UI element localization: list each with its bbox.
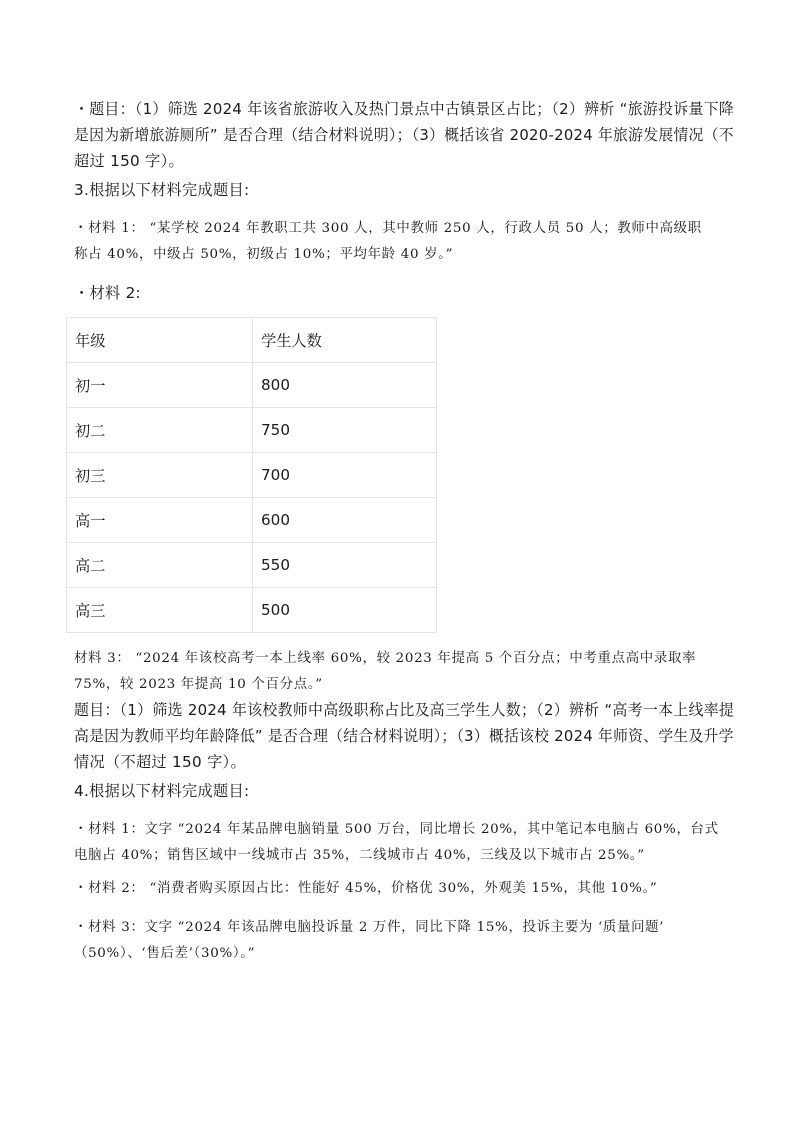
table-row — [67, 498, 437, 543]
table-row — [67, 453, 437, 498]
q3-task — [74, 697, 734, 775]
q2-task-line: 超过 150 字）。 — [74, 152, 184, 170]
table-cell-grade: 高三 — [67, 588, 253, 633]
q4-heading: 4.根据以下材料完成题目: — [74, 782, 250, 800]
q4-material-2 — [74, 876, 734, 902]
table-row — [67, 543, 437, 588]
q4-material-3-line: ・材料 3：文字 “2024 年该品牌电脑投诉量 2 万件，同比下降 15%，投诉主要为 ‘质量问题’ — [74, 920, 665, 935]
table-cell-grade: 初三 — [67, 453, 253, 498]
table-row — [67, 588, 437, 633]
table-cell-grade: 高二 — [67, 543, 253, 588]
table-cell-count: 800 — [253, 363, 437, 408]
q3-material-1-line: 称占 40%，中级占 50%，初级占 10%；平均年龄 40 岁。” — [74, 247, 454, 262]
table-cell-count: 500 — [253, 588, 437, 633]
table-cell-count: 750 — [253, 408, 437, 453]
table-header-row — [67, 318, 437, 363]
table-row — [67, 363, 437, 408]
q3-material-1 — [74, 216, 734, 268]
q4-material-1-line: 电脑占 40%；销售区域中一线城市占 35%，二线城市占 40%，三线及以下城市占 25%。” — [74, 848, 645, 863]
table-cell-count: 550 — [253, 543, 437, 588]
table-cell-grade: 初一 — [67, 363, 253, 408]
q2-task-line: 是因为新增旅游厕所” 是否合理（结合材料说明）；（3）概括该省 2020-2024 年旅游发展情况（不 — [74, 126, 734, 144]
q3-task-line: 情况（不超过 150 字）。 — [74, 753, 246, 771]
table-cell-count: 600 — [253, 498, 437, 543]
q4-material-1 — [74, 817, 734, 869]
q3-task-line: 题目：（1）筛选 2024 年该校教师中高级职称占比及高三学生人数；（2）辨析 “高考一本上线率提 — [74, 701, 735, 719]
q3-material-3-line: 75%，较 2023 年提高 10 个百分点。” — [74, 677, 323, 692]
q4-material-2-line: ・材料 2： “消费者购买原因占比：性能好 45%，价格优 30%，外观美 15%，其他 10%。” — [74, 881, 658, 896]
q3-material-3 — [74, 646, 734, 698]
q4-material-1-line: ・材料 1：文字 “2024 年某品牌电脑销量 500 万台，同比增长 20%，其中笔记本电脑占 60%，台式 — [74, 822, 719, 837]
q2-task — [74, 96, 734, 174]
q3-material-2-label: ・材料 2: — [74, 284, 141, 302]
table-cell-grade: 高一 — [67, 498, 253, 543]
student-count-table — [66, 317, 437, 633]
q4-material-3-line: （50%）、‘售后差’（30%）。” — [74, 946, 256, 961]
table-header-cell: 年级 — [67, 318, 253, 363]
table-row — [67, 408, 437, 453]
q3-heading: 3.根据以下材料完成题目: — [74, 181, 250, 199]
q4-material-3 — [74, 915, 734, 967]
q3-material-3-line: 材料 3： “2024 年该校高考一本上线率 60%，较 2023 年提高 5 个百分点；中考重点高中录取率 — [74, 651, 697, 666]
q2-task-line: ・题目：（1）筛选 2024 年该省旅游收入及热门景点中古镇景区占比；（2）辨析 “旅游投诉量下降 — [74, 100, 735, 118]
q3-task-line: 高是因为教师平均年龄降低” 是否合理（结合材料说明）；（3）概括该校 2024 年师资、学生及升学 — [74, 727, 734, 745]
q3-material-1-line: ・材料 1： “某学校 2024 年教职工共 300 人，其中教师 250 人，行政人员 50 人；教师中高级职 — [74, 221, 702, 236]
table-header-cell: 学生人数 — [253, 318, 437, 363]
table-cell-grade: 初二 — [67, 408, 253, 453]
table-cell-count: 700 — [253, 453, 437, 498]
